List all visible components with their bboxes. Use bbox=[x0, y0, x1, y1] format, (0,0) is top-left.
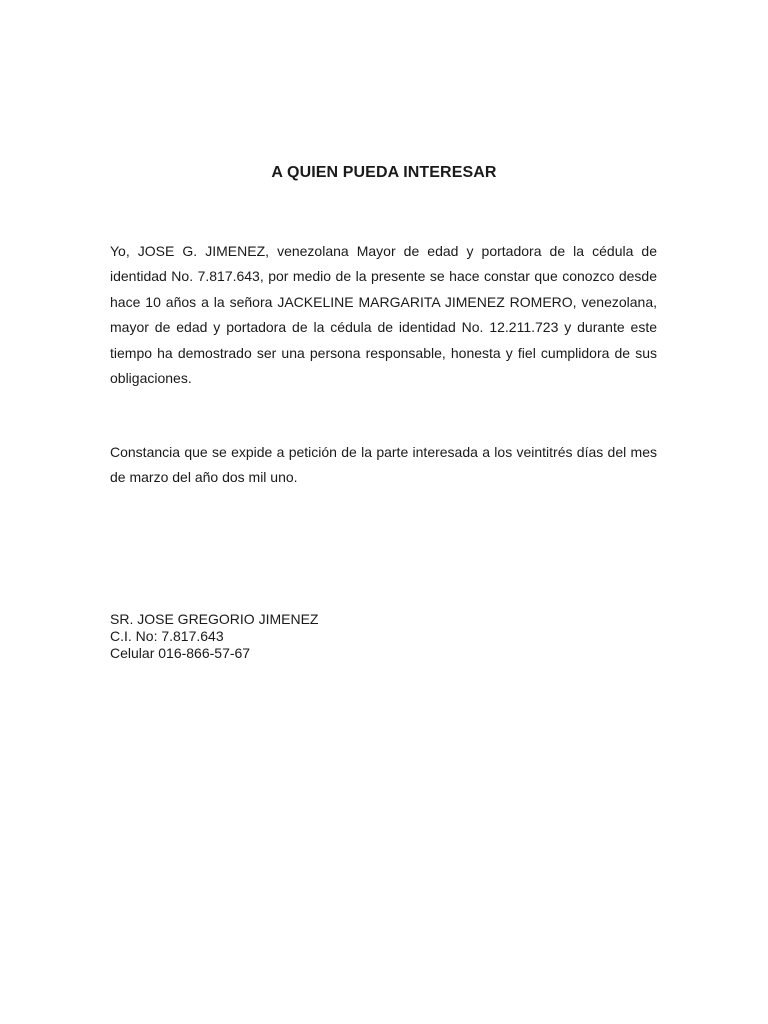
signature-name: SR. JOSE GREGORIO JIMENEZ bbox=[110, 611, 319, 627]
signature-id: C.I. No: 7.817.643 bbox=[110, 628, 224, 644]
document-title: A QUIEN PUEDA INTERESAR bbox=[271, 164, 497, 181]
signature-block bbox=[110, 611, 318, 662]
body-paragraph-declaration: Yo, JOSE G. JIMENEZ, venezolana Mayor de edad y portadora de la cédula de identidad No. 7.817.643, por medio de la presente se hace constar que conozco desde hace 10 años a la señora JACKELINE MARGARITA JIMENEZ ROMERO, venezolana, mayor de edad y portadora de la cédula de identidad No. 12.211.723 y durante este tiempo ha demostrado ser una persona responsable, honesta y fiel cumplidora de sus obligaciones. bbox=[110, 243, 657, 387]
signature-phone: Celular 016-866-57-67 bbox=[110, 645, 251, 661]
body-paragraph-issuance: Constancia que se expide a petición de la parte interesada a los veintitrés días del mes de marzo del año dos mil uno. bbox=[110, 444, 657, 486]
